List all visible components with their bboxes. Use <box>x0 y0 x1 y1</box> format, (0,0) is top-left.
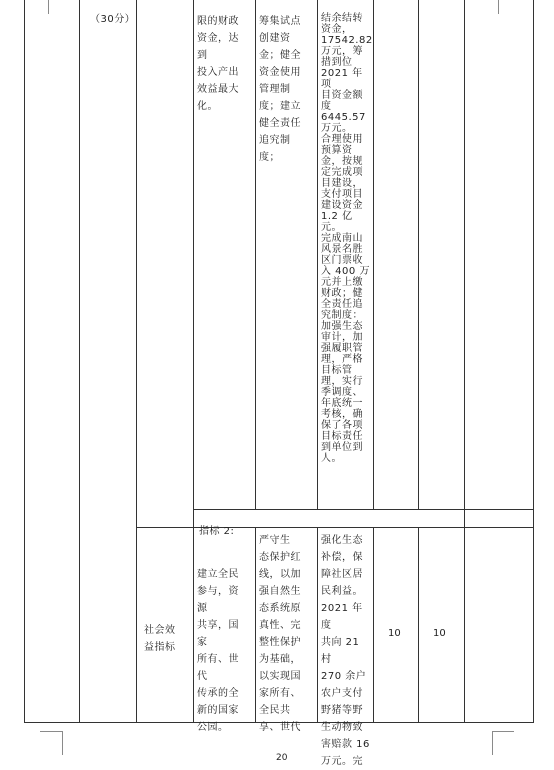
level1-score-note: （30分） <box>90 14 136 25</box>
crop-mark-bottom-right-v <box>492 731 493 755</box>
col-divider-2 <box>136 0 137 723</box>
social-benefit-indicator-label: 社会效 益指标 <box>144 625 176 653</box>
row-divider-indicator-top <box>193 509 534 510</box>
col-divider-1 <box>79 0 80 723</box>
crop-mark-top-left-v <box>48 0 49 14</box>
page-number: 20 <box>276 753 288 763</box>
col-divider-7b <box>418 527 419 723</box>
table-border-left <box>24 0 25 723</box>
crop-mark-bottom-right-h <box>492 731 514 732</box>
cell-indicator-content: 筹集试点 创建资 金；健全 资金使用 管理制 度；建立 健全责任 追究制 度； <box>259 16 301 163</box>
col-divider-4b <box>255 527 256 723</box>
col-divider-6b <box>373 527 374 723</box>
col-divider-4 <box>255 0 256 509</box>
col-divider-3 <box>193 0 194 723</box>
crop-mark-bottom-left-h <box>40 731 62 732</box>
col-divider-7 <box>418 0 419 509</box>
col-divider-6 <box>373 0 374 509</box>
table-border-right <box>533 0 534 723</box>
row-divider-indicator-bottom <box>136 527 534 528</box>
col-divider-5b <box>317 527 318 723</box>
crop-mark-bottom-left-v <box>62 731 63 755</box>
indicator-2-label: 指标 2: <box>199 526 235 537</box>
crop-mark-top-right-v <box>498 0 499 14</box>
cell-indicator-content-2: 严守生 态保护红 线，以加 强自然生 态系统原 真性、完 整性保护 为基础， 以实现国 家所有、 全民共 享、世代 <box>259 535 301 733</box>
cell-self-score: 10 <box>433 628 446 639</box>
col-divider-5 <box>317 0 318 509</box>
cell-completion-status: 结余结转 资金， 17542.82 万元，筹 措到位 2021 年项 目资金额 度 6445.57 万元。 合理使用 预算资 金，按规 定完成项 目建设， 支付项目 建设资金 1.2 亿元。 完成南山 风景名胜 区门票收 入 400 万 元并上缴 财政；健 全责任追 究制度： 加强生态 审计，加 强履职管 理，严格 目标管 理，实行 季调度、 年底统一 考核，确 保了各项 目标责任 到单位到 人。 <box>321 13 373 464</box>
cell-score: 10 <box>388 628 401 639</box>
cell-target-text: 限的财政 资金，达到 投入产出 效益最大 化。 <box>197 16 239 112</box>
cell-target-text-2: 建立全民 参与，资源 共享，国家 所有、世代 传承的全 新的国家 公园。 <box>197 569 239 733</box>
cell-completion-status-2: 强化生态 补偿，保 障社区居 民利益。 2021 年度 共向 21 村 270 余户 农户支付 野猪等野 生动物致 害赔款 16 万元。完 <box>321 535 370 767</box>
col-divider-8 <box>464 0 465 723</box>
